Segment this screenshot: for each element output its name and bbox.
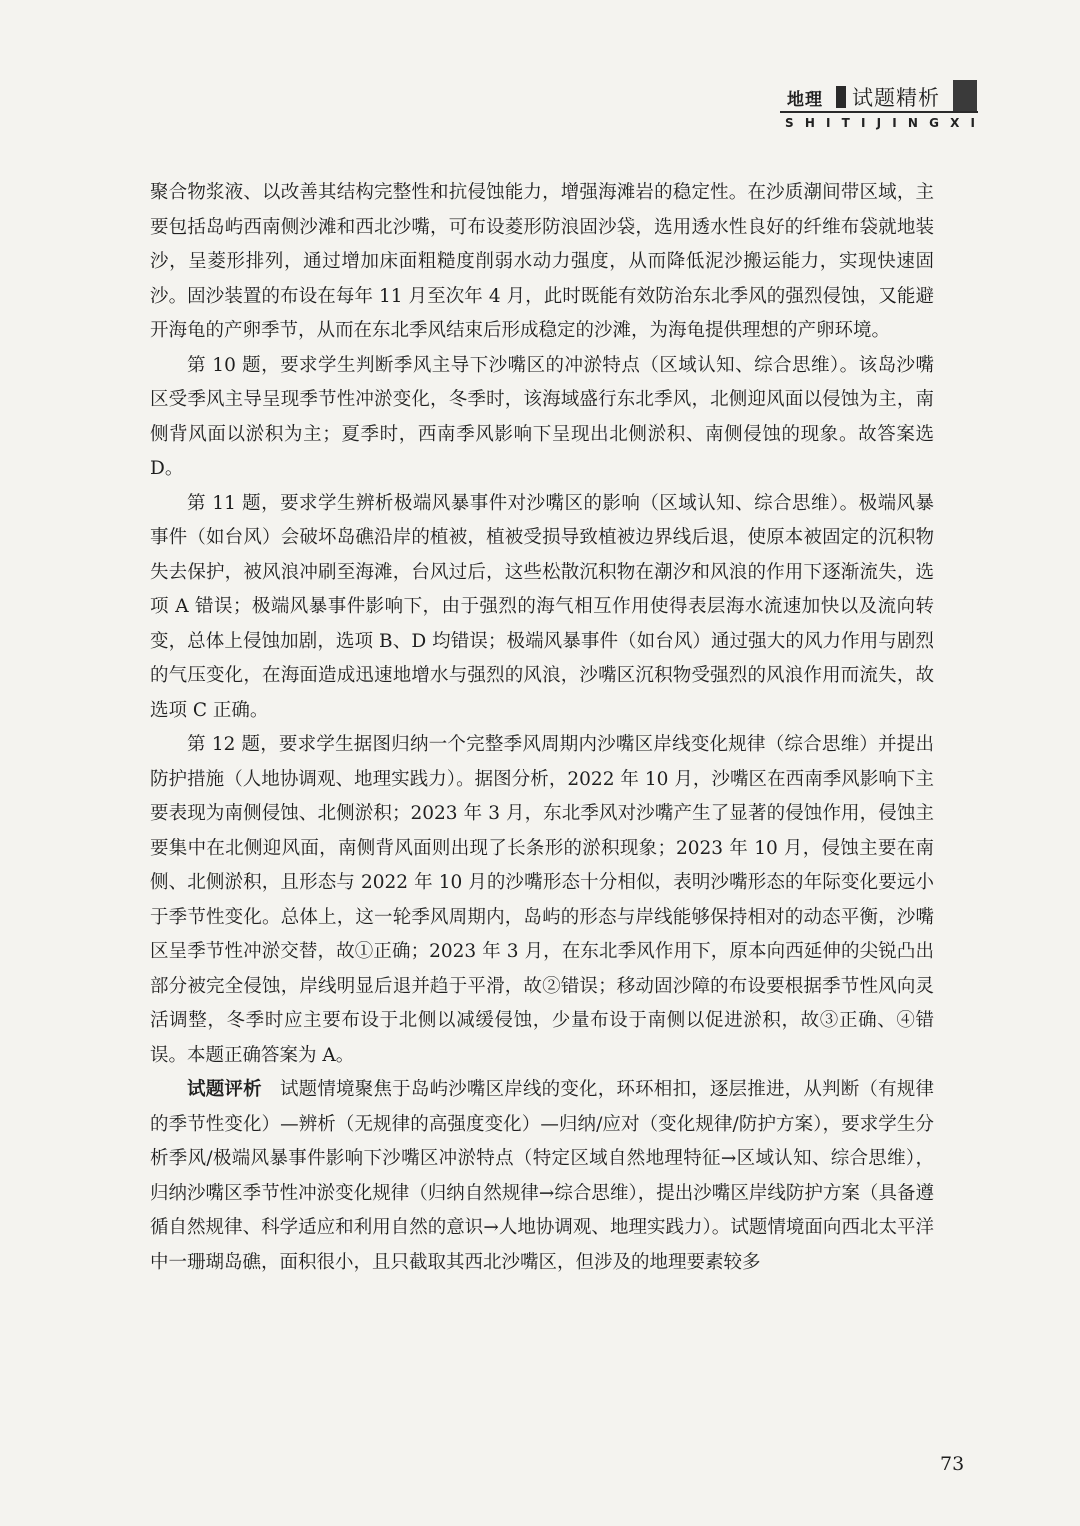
header-title: 试题精析 xyxy=(852,86,940,110)
paragraph-evaluation xyxy=(150,1073,934,1280)
pinyin-letter: X xyxy=(950,116,960,130)
pinyin-letter: G xyxy=(929,116,939,130)
running-header xyxy=(0,0,1080,140)
header-tab-block xyxy=(953,80,977,112)
paragraph-question-11: 第 11 题，要求学生辨析极端风暴事件对沙嘴区的影响（区域认知、综合思维）。极端风暴事件（如台风）会破坏岛礁沿岸的植被，植被受损导致植被边界线后退，使原本被固定的沉积物失去保护，被风浪冲刷至海滩，台风过后，这些松散沉积物在潮汐和风浪的作用下逐渐流失，选项 A 错误；极端风暴事件影响下，由于强烈的海气相互作用使得表层海水流速加快以及流向转变，总体上侵蚀加剧，选项 B、D 均错误；极端风暴事件（如台风）通过强大的风力作用与剧烈的气压变化，在海面造成迅速地增水与强烈的风浪，沙嘴区沉积物受强烈的风浪作用而流失，故选项 C 正确。 xyxy=(150,492,934,721)
paragraph-continuation: 聚合物浆液、以改善其结构完整性和抗侵蚀能力，增强海滩岩的稳定性。在沙质潮间带区域，主要包括岛屿西南侧沙滩和西北沙嘴，可布设菱形防浪固沙袋，选用透水性良好的纤维布袋就地装沙，呈菱形排列，通过增加床面粗糙度削弱水动力强度，从而降低泥沙搬运能力，实现快速固沙。固沙装置的布设在每年 11 月至次年 4 月，此时既能有效防治东北季风的强烈侵蚀，又能避开海龟的产卵季节，从而在东北季风结束后形成稳定的沙滩，为海龟提供理想的产卵环境。 xyxy=(150,182,934,341)
header-rule xyxy=(780,111,978,113)
pinyin-letter: I xyxy=(892,116,897,130)
evaluation-text: 试题情境聚焦于岛屿沙嘴区岸线的变化，环环相扣，逐层推进，从判断（有规律的季节性变化）—辨析（无规律的高强度变化）—归纳/应对（变化规律/防护方案），要求学生分析季风/极端风暴事件影响下沙嘴区冲淤特点（特定区域自然地理特征→区域认知、综合思维），归纳沙嘴区季节性冲淤变化规律（归纳自然规律→综合思维），提出沙嘴区岸线防护方案（具备遵循自然规律、科学适应和利用自然的意识→人地协调观、地理实践力）。试题情境面向西北太平洋中一珊瑚岛礁，面积很小，且只截取其西北沙嘴区，但涉及的地理要素较多 xyxy=(150,1079,934,1273)
evaluation-label: 试题评析 xyxy=(187,1079,262,1100)
page-number: 73 xyxy=(940,1453,965,1475)
paragraph-question-10: 第 10 题，要求学生判断季风主导下沙嘴区的冲淤特点（区域认知、综合思维）。该岛沙嘴区受季风主导呈现季节性冲淤变化，冬季时，该海域盛行东北季风，北侧迎风面以侵蚀为主，南侧背风面以淤积为主；夏季时，西南季风影响下呈现出北侧淤积、南侧侵蚀的现象。故答案选 D。 xyxy=(150,354,934,479)
header-pinyin xyxy=(785,115,975,131)
pinyin-letter: H xyxy=(804,116,815,130)
body-text xyxy=(150,176,934,1280)
pinyin-letter: N xyxy=(907,116,918,130)
pinyin-letter: I xyxy=(970,116,975,130)
pinyin-letter: T xyxy=(841,116,850,130)
header-subject: 地理 xyxy=(787,90,823,110)
pinyin-letter: I xyxy=(860,116,866,130)
pinyin-letter: S xyxy=(785,116,794,130)
paragraph-question-12: 第 12 题，要求学生据图归纳一个完整季风周期内沙嘴区岸线变化规律（综合思维）并提出防护措施（人地协调观、地理实践力）。据图分析，2022 年 10 月，沙嘴区在西南季风影响下主要表现为南侧侵蚀、北侧淤积；2023 年 3 月，东北季风对沙嘴产生了显著的侵蚀作用，侵蚀主要集中在北侧迎风面，南侧背风面则出现了长条形的淤积现象；2023 年 10 月，侵蚀主要在南侧、北侧淤积，且形态与 2022 年 10 月的沙嘴形态十分相似，表明沙嘴形态的年际变化要远小于季节性变化。总体上，这一轮季风周期内，岛屿的形态与岸线能够保持相对的动态平衡，沙嘴区呈季节性冲淤交替，故①正确；2023 年 3 月，在东北季风作用下，原本向西延伸的尖锐凸出部分被完全侵蚀，岸线明显后退并趋于平滑，故②错误；移动固沙障的布设要根据季节性风向灵活调整，冬季时应主要布设于北侧以减缓侵蚀，少量布设于南侧以促进淤积，故③正确、④错误。本题正确答案为 A。 xyxy=(150,734,934,1066)
pinyin-letter: I xyxy=(826,116,831,130)
pinyin-letter: J xyxy=(876,116,882,130)
header-marker-block xyxy=(836,86,846,108)
